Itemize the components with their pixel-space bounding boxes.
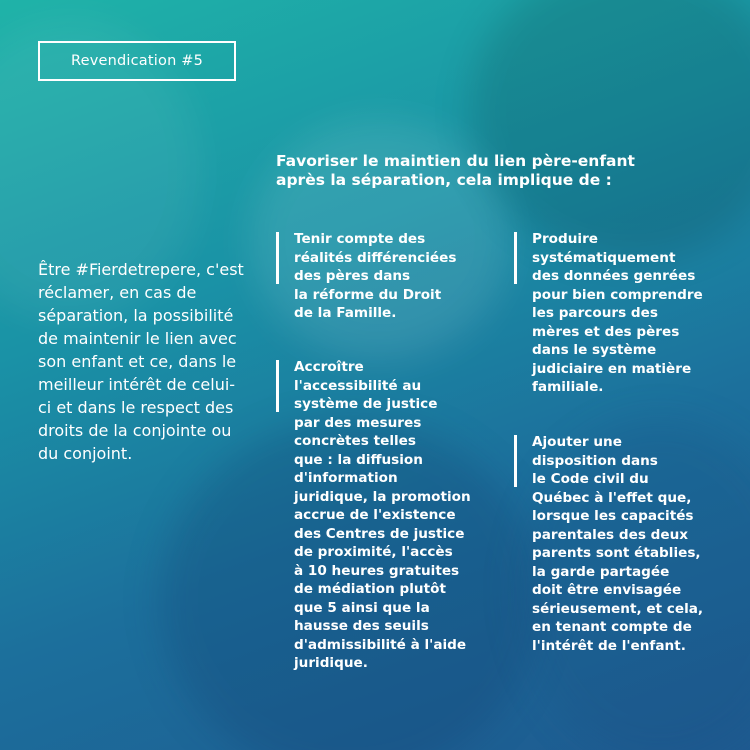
demand-item [276,230,486,323]
background-photo-shadow [470,0,750,260]
demand-item [514,433,734,655]
lead-paragraph: Être #Fierdetrepere, c'est réclamer, en cas de séparation, la possibilité de maintenir le lien avec son enfant et ce, dans le meilleur intérêt de celui-ci et dans le respect des droits de la conjointe ou du conjoint. [38,260,244,463]
demand-item [276,358,486,673]
item-accent-bar [276,360,279,412]
demand-item-text: Produire systématiquement des données genrées pour bien comprendre les parcours des mères et des pères dans le système judiciaire en matière familiale. [532,231,703,395]
item-accent-bar [514,232,517,284]
demand-item-text: Accroître l'accessibilité au système de justice par des mesures concrètes telles que : la diffusion d'information juridique, la promotion accrue de l'existence des Centres de justice de proximité, l'accès à 10 heures gratuites de médiation plutôt que 5 ainsi que la hausse des seuils d'admissibilité à l'aide juridique. [294,359,471,671]
item-accent-bar [276,232,279,284]
intro-heading: Favoriser le maintien du lien père-enfant après la séparation, cela implique de : [276,152,635,189]
demand-item-text: Ajouter une disposition dans le Code civil du Québec à l'effet que, lorsque les capacités parentales des deux parents sont établies, la garde partagée doit être envisagée sérieusement, et cela, en tenant compte de l'intérêt de l'enfant. [532,434,704,654]
item-accent-bar [514,435,517,487]
demand-item-text: Tenir compte des réalités différenciées des pères dans la réforme du Droit de la Famille. [294,231,457,321]
revendication-badge: Revendication #5 [38,41,236,81]
demand-item [514,230,734,397]
